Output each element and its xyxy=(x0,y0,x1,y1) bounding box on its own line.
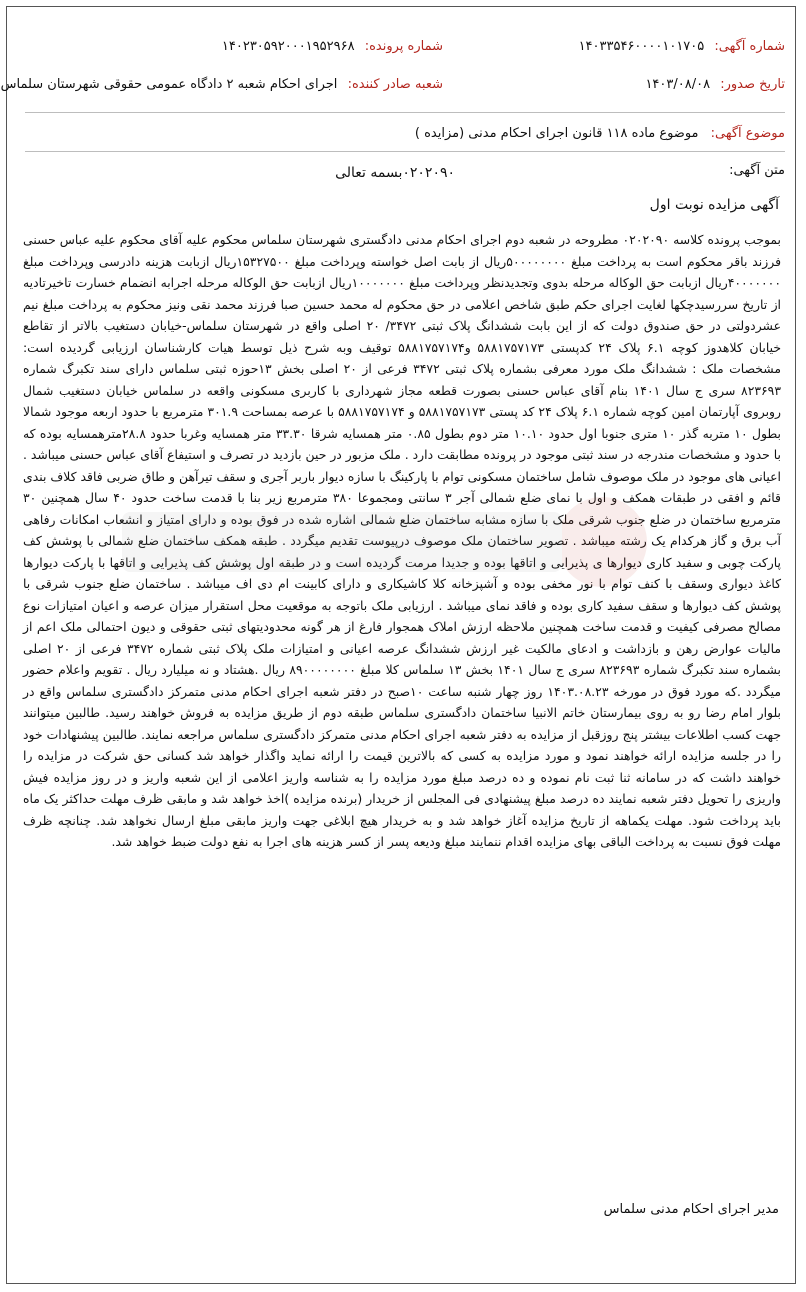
basmala-line: ۰۲۰۲۰۹۰بسمه تعالی xyxy=(335,165,455,181)
notice-body: بموجب پرونده کلاسه ۰۲۰۲۰۹۰ مطروحه در شعبه دوم اجرای احکام مدنی دادگستری شهرستان سلماس محکوم علیه آقای محکوم علیه عباس حسنی فرزند باقر محکوم است به پرداخت مبلغ ۵۰۰۰۰۰۰۰۰ریال از بابت اصل خواسته وپرداخت مبلغ ۱۵۳۲۷۵۰۰ریال ازبابت هزینه دادرسی وپرداخت مبلغ ۴۰۰۰۰۰۰۰ریال ازبابت حق الوکاله مرحله بدوی وتجدیدنظر وپرداخت مبلغ ۱۰۰۰۰۰۰۰ریال ازبابت حق الوکاله مرحله اجرابه انضمام خسارت تاخیرتادیه از تاریخ سررسیدچکها لغایت اجرای حکم طبق شاخص اعلامی در حق محکوم له محمد حسین صبا فرزند محمد نقی ونیز محکوم به پرداخت مبلغ نیم عشردولتی در حق صندوق دولت که از این بابت ششدانگ پلاک ثبتی ۳۴۷۲/ ۲۰ اصلی واقع در شهرستان سلماس-خیابان دستغیب بالاتر از تقاطع خیابان کلاهدوز کوچه ۶.۱ پلاک ۲۴ کدپستی ۵۸۸۱۷۵۷۱۷۳ و۵۸۸۱۷۵۷۱۷۴ توقیف وبه شرح ذیل توسط هیات کارشناسان ارزیابی گردیده است: مشخصات ملک : ششدانگ ملک مورد معرفی بشماره پلاک ثبتی ۳۴۷۲ فرعی از ۲۰ اصلی بخش ۱۳حوزه ثبتی سلماس دارای سند تکبرگ شماره ۸۲۳۶۹۳ سری ج سال ۱۴۰۱ بنام آقای عباس حسنی بصورت قطعه مجاز شهرداری با کاربری مسکونی واقعه در سلماس خیابان دستغیب شمال روبروی آپارتمان امین کوچه شماره ۶.۱ پلاک ۲۴ کد پستی ۵۸۸۱۷۵۷۱۷۳ و ۵۸۸۱۷۵۷۱۷۴ با عرصه بمساحت ۳۰۱.۹ مترمربع با حدود اربعه موجود شمالا بطول ۱۰ متربه گذر ۱۰ متری جنوبا اول حدود ۱۰.۱۰ متر دوم بطول ۰.۸۵ متر همسایه شرقا ۳۳.۳۰ متر همسایه وغربا حدود ۲۸.۸مترهمسایه بوده که با حدود و مشخصات مندرجه در سند ثبتی موجود در پرونده مطابقت دارد . ملک مزبور در حین بازدید در تصرف و استیفاع آقای عباس حسنی میباشد . اعیانی های موجود در ملک موصوف شامل ساختمان مسکونی توام با پارکینگ با سازه دیوار باربر آجری و سقف تیرآهن و طاق ضربی فاقد کلاف بندی قائم و افقی در طبقات همکف و اول با نمای ضلع شمالی آجر ۳ سانتی ومجموعا ۳۸۰ مترمربع زیر بنا با قدمت ساخت حدود ۴۰ سال همچنین ۳۰ مترمربع ساختمان در ضلع جنوب شرقی ملک با سازه مشابه ساختمان ضلع شمالی اشاره شده در فوق بوده و دارای امتیاز و انشعاب امکانات رفاهی آب برق و گاز هرکدام یک رشته میباشد . تصویر ساختمان ملک موصوف درپیوست تقدیم میگردد . طبقه همکف ساختمان ضلع شمالی با پوشش کف پارکت چوبی و سفید کاری دیوارها ی پذیرایی و اتاقها بوده و جدیدا مرمت گردیده است و در طبقه اول پوشش کف پذیرایی و اتاقها با پارکت دیوارها کاغذ دیواری وسقف با کنف توام با نور مخفی بوده و آشپزخانه کلا کاشیکاری و دارای کابینت ام دی اف میباشد . ساختمان ضلع جنوب شرقی با پوشش کف دیوارها و سقف سفید کاری بوده و فاقد نمای میباشد . ارزیابی ملک باتوجه به موقعیت محل استقرار میزان عرصه و اعیان امتیازات نوع مصالح مصرفی کیفیت و قدمت ساخت همچنین ملاحظه ارزش املاک همجوار فارغ از هر گونه محدودیتهای ثبتی حقوقی و دیون احتمالی ملک اعم از مالیات عوارض رهن و بازداشت و ادعای مالکیت غیر ارزش ششدانگ عرصه اعیانی و امتیازات ملک پلاک ثبتی شماره ۳۴۷۲ فرعی از ۲۰ اصلی بشماره سند تکبرگ شماره ۸۲۳۶۹۳ سری ج سال ۱۴۰۱ بخش ۱۳ سلماس کلا مبلغ ۸۹۰۰۰۰۰۰۰۰ ریال .هشتاد و نه میلیارد ریال . تقویم واعلام حضور میگردد .که مورد فوق در مورخه ۱۴۰۳.۰۸.۲۳ روز چهار شنبه ساعت ۱۰صبح در دفتر شعبه اجرای احکام مدنی متمرکز دادگستری سلماس واقع در بلوار امام رضا رو به روی بیمارستان خاتم الانبیا ساختمان دادگستری سلماس طبقه دوم از طریق مزایده به فروش خواهند رسید. طالبین میتوانند جهت کسب اطلاعات بیشتر پنج روزقبل از مزایده به دفتر شعبه اجرای احکام مدنی متمرکز دادگستری سلماس مراجعه نمایند. طالبین پیشنهادات خود را در جلسه مزایده ارائه خواهند نمود و مورد مزایده به کسی که بالاترین قیمت را ارائه نماید واگذار خواهد شد کسانی حق شرکت در مزایده را خواهند داشت که در سامانه ثنا ثبت نام نموده و ده درصد مبلغ مورد مزایده را به شناسه واریز اعلامی از این شعبه واریز و در روز مزایده فیش واریزی را تحویل دفتر شعبه نمایند ده درصد مبلغ پیشنهادی فی المجلس از خریدار (برنده مزایده )اخذ خواهد شد و مابقی ظرف مهلت حداکثر یک ماه باید پرداخت شود. مهلت یکماهه از تاریخ مزایده آغاز خواهد شد و به خریدار هیچ ابلاغی جهت واریز مابقی مبلغ ارسال نخواهد شد. چنانچه ظرف مهلت فوق نسبت به پرداخت الباقی بهای مزایده اقدام ننمایند مبلغ ودیعه پسر از کسر هزینه های اجرا به نفع دولت ضبط خواهد شد. xyxy=(23,232,782,849)
ad-number-label: شماره آگهی: xyxy=(714,39,785,54)
issuer-field xyxy=(1,77,443,92)
subject-label: موضوع آگهی: xyxy=(710,126,785,141)
ad-number-value: ۱۴۰۳۳۵۴۶۰۰۰۰۱۰۱۷۰۵ xyxy=(578,39,705,54)
signature: مدیر اجرای احکام مدنی سلماس xyxy=(603,1202,779,1217)
ad-number-field xyxy=(579,39,785,54)
issue-date-field xyxy=(645,77,785,92)
divider xyxy=(25,112,785,113)
file-number-label: شماره پرونده: xyxy=(364,39,443,54)
subject-value: موضوع ماده ۱۱۸ قانون اجرای احکام مدنی (مزایده ) xyxy=(414,126,699,141)
file-number-field xyxy=(222,39,443,54)
issue-date-label: تاریخ صدور: xyxy=(720,77,785,92)
subject-field xyxy=(415,126,785,141)
text-label: متن آگهی: xyxy=(729,163,785,178)
file-number-value: ۱۴۰۲۳۰۵۹۲۰۰۰۱۹۵۲۹۶۸ xyxy=(221,39,355,54)
notice-title: آگهی مزایده نوبت اول xyxy=(649,197,779,213)
issuer-label: شعبه صادر کننده: xyxy=(347,77,443,92)
issuer-value: اجرای احکام شعبه ۲ دادگاه عمومی حقوقی شهرستان سلماس xyxy=(0,77,338,92)
issue-date-value: ۱۴۰۳/۰۸/۰۸ xyxy=(645,77,711,92)
notice-card xyxy=(0,6,796,1284)
divider xyxy=(25,151,785,152)
